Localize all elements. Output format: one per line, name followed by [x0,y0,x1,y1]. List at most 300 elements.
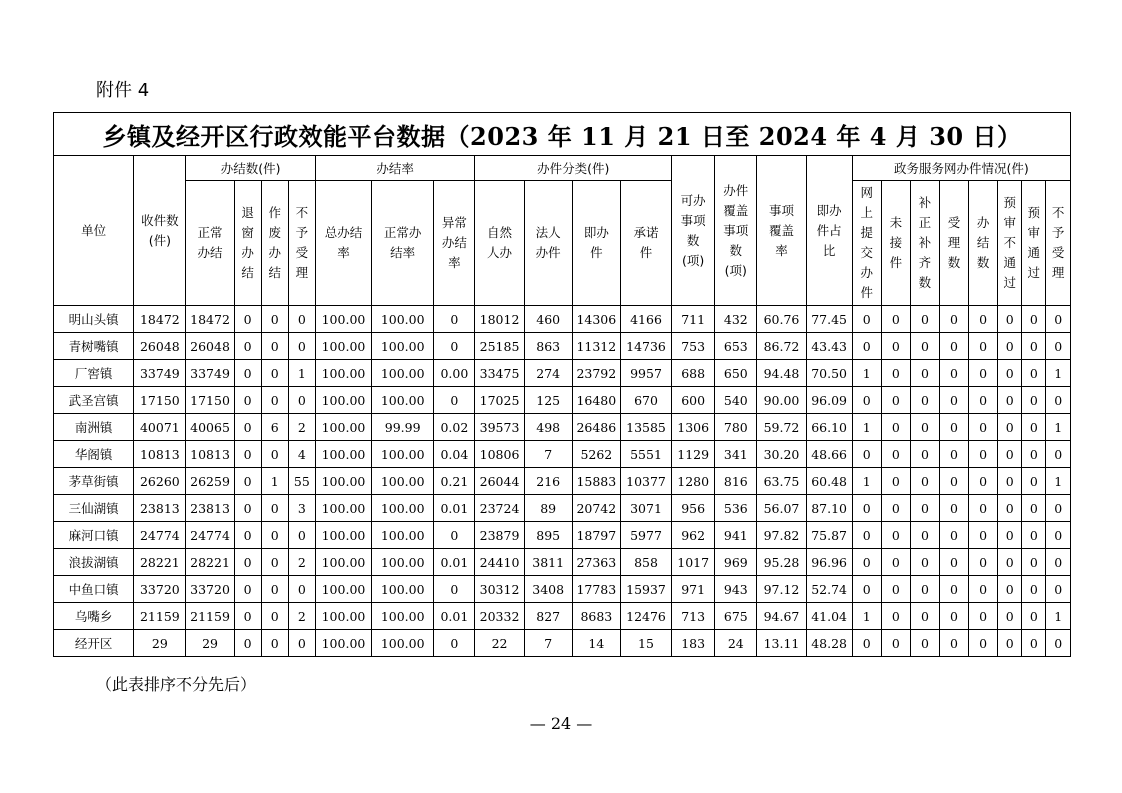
table-cell: 17783 [572,576,620,603]
table-cell: 0 [1046,387,1071,414]
table-cell: 0 [910,414,939,441]
row-unit-name: 三仙湖镇 [54,495,134,522]
table-row [54,387,1071,414]
table-cell: 5262 [572,441,620,468]
table-cell: 7 [524,441,572,468]
table-cell: 0 [881,522,910,549]
table-cell: 0 [261,333,288,360]
header-received: 收件数(件) [134,156,186,306]
table-cell: 0 [969,603,998,630]
table-cell: 25185 [475,333,524,360]
table-cell: 0 [969,468,998,495]
table-cell: 0 [288,522,315,549]
table-cell: 0 [881,414,910,441]
table-cell: 24774 [134,522,186,549]
table-cell: 29 [134,630,186,657]
table-cell: 670 [620,387,671,414]
table-row [54,522,1071,549]
table-cell: 0 [1022,414,1046,441]
table-cell: 0 [261,495,288,522]
table-cell: 8683 [572,603,620,630]
table-cell: 100.00 [372,333,434,360]
header-unit: 单位 [54,156,134,306]
header-rejected: 不予受理 [288,181,315,306]
row-unit-name: 明山头镇 [54,306,134,333]
table-cell: 0 [881,360,910,387]
table-cell: 432 [715,306,757,333]
table-cell: 0 [939,576,968,603]
table-row [54,603,1071,630]
table-cell: 1280 [672,468,715,495]
table-cell: 24410 [475,549,524,576]
table-cell: 0 [910,360,939,387]
table-cell: 95.28 [757,549,806,576]
table-cell: 10813 [134,441,186,468]
table-cell: 1 [852,468,881,495]
table-cell: 0 [1046,576,1071,603]
table-cell: 26259 [186,468,234,495]
table-cell: 9957 [620,360,671,387]
header-voided-completed: 作废办结 [261,181,288,306]
table-cell: 14 [572,630,620,657]
table-cell: 0.02 [434,414,475,441]
header-supplemented: 补正补齐数 [910,181,939,306]
table-cell: 60.76 [757,306,806,333]
table-cell: 0 [261,549,288,576]
table-cell: 0 [1046,522,1071,549]
table-cell: 0 [261,387,288,414]
table-cell: 0 [881,468,910,495]
table-cell: 969 [715,549,757,576]
table-cell: 0 [1022,468,1046,495]
table-cell: 0 [1046,549,1071,576]
table-cell: 13585 [620,414,671,441]
row-unit-name: 厂窖镇 [54,360,134,387]
table-cell: 12476 [620,603,671,630]
table-cell: 99.99 [372,414,434,441]
table-cell: 5551 [620,441,671,468]
table-cell: 971 [672,576,715,603]
table-cell: 100.00 [315,522,371,549]
table-cell: 0 [1046,441,1071,468]
table-cell: 0 [881,495,910,522]
table-cell: 0 [998,333,1022,360]
table-cell: 1 [852,414,881,441]
table-cell: 52.74 [806,576,852,603]
table-cell: 15 [620,630,671,657]
table-cell: 20742 [572,495,620,522]
table-cell: 0.01 [434,603,475,630]
data-table [53,112,1071,657]
table-cell: 0 [881,306,910,333]
table-cell: 48.28 [806,630,852,657]
header-returned-completed: 退窗办结 [234,181,261,306]
table-cell: 816 [715,468,757,495]
table-cell: 1 [852,603,881,630]
table-cell: 0 [1046,333,1071,360]
table-cell: 0 [939,414,968,441]
table-cell: 0.21 [434,468,475,495]
table-cell: 75.87 [806,522,852,549]
table-cell: 55 [288,468,315,495]
table-cell: 0 [910,630,939,657]
table-cell: 63.75 [757,468,806,495]
table-cell: 711 [672,306,715,333]
table-cell: 29 [186,630,234,657]
table-cell: 66.10 [806,414,852,441]
table-cell: 0 [939,522,968,549]
table-cell: 1 [852,360,881,387]
table-cell: 1306 [672,414,715,441]
table-cell: 0 [910,387,939,414]
table-cell: 0 [234,441,261,468]
table-cell: 94.67 [757,603,806,630]
table-cell: 24774 [186,522,234,549]
table-cell: 125 [524,387,572,414]
table-cell: 653 [715,333,757,360]
header-instant-ratio: 即办件占比 [806,156,852,306]
table-cell: 0 [234,549,261,576]
table-row [54,630,1071,657]
table-cell: 77.45 [806,306,852,333]
table-cell: 0 [261,603,288,630]
table-cell: 100.00 [372,576,434,603]
table-cell: 0 [288,387,315,414]
table-cell: 0.00 [434,360,475,387]
table-cell: 15883 [572,468,620,495]
table-cell: 33749 [186,360,234,387]
table-cell: 33475 [475,360,524,387]
table-cell: 17025 [475,387,524,414]
table-cell: 0 [939,360,968,387]
table-cell: 26048 [134,333,186,360]
table-cell: 0 [969,333,998,360]
table-cell: 650 [715,360,757,387]
table-cell: 0 [288,306,315,333]
table-row [54,333,1071,360]
page-number: — 24 — [529,714,593,733]
table-header [54,113,1071,306]
table-cell: 753 [672,333,715,360]
attachment-label: 附件 4 [96,80,150,101]
table-cell: 23792 [572,360,620,387]
table-cell: 0 [434,630,475,657]
table-row [54,576,1071,603]
table-cell: 0 [1022,360,1046,387]
table-cell: 26048 [186,333,234,360]
table-cell: 100.00 [315,495,371,522]
table-cell: 0 [852,441,881,468]
header-online-submitted: 网上提交办件 [852,181,881,306]
table-cell: 0 [881,576,910,603]
table-cell: 1 [288,360,315,387]
table-cell: 13.11 [757,630,806,657]
table-cell: 33720 [186,576,234,603]
table-cell: 30312 [475,576,524,603]
header-abnormal-rate: 异常办结率 [434,181,475,306]
header-completed-count: 办结数 [969,181,998,306]
table-cell: 0 [939,630,968,657]
footnote: （此表排序不分先后） [96,675,257,694]
table-cell: 28221 [134,549,186,576]
table-cell: 0 [261,360,288,387]
table-cell: 33720 [134,576,186,603]
table-cell: 536 [715,495,757,522]
table-cell: 183 [672,630,715,657]
table-cell: 41.04 [806,603,852,630]
table-cell: 0 [288,576,315,603]
table-cell: 33749 [134,360,186,387]
table-cell: 0 [261,306,288,333]
header-coverage-rate: 事项覆盖率 [757,156,806,306]
table-cell: 0 [852,333,881,360]
table-cell: 0 [969,495,998,522]
table-row [54,360,1071,387]
table-cell: 4166 [620,306,671,333]
table-cell: 26044 [475,468,524,495]
table-cell: 28221 [186,549,234,576]
table-cell: 962 [672,522,715,549]
table-cell: 14306 [572,306,620,333]
table-cell: 713 [672,603,715,630]
header-pre-review-failed: 预审不通过 [998,181,1022,306]
table-cell: 0 [234,630,261,657]
table-cell: 0 [434,576,475,603]
table-cell: 0 [881,333,910,360]
table-cell: 0 [998,306,1022,333]
table-cell: 1 [1046,414,1071,441]
table-cell: 0 [261,522,288,549]
table-cell: 100.00 [372,522,434,549]
table-cell: 100.00 [315,387,371,414]
table-cell: 27363 [572,549,620,576]
table-cell: 0 [234,414,261,441]
table-cell: 14736 [620,333,671,360]
row-unit-name: 经开区 [54,630,134,657]
table-cell: 0 [1046,495,1071,522]
table-cell: 22 [475,630,524,657]
table-cell: 40071 [134,414,186,441]
table-cell: 48.66 [806,441,852,468]
table-cell: 1 [261,468,288,495]
table-cell: 0 [1046,306,1071,333]
table-cell: 0 [939,603,968,630]
table-cell: 0 [998,603,1022,630]
table-cell: 0.04 [434,441,475,468]
table-cell: 43.43 [806,333,852,360]
table-cell: 827 [524,603,572,630]
table-cell: 15937 [620,576,671,603]
table-cell: 87.10 [806,495,852,522]
table-cell: 100.00 [372,603,434,630]
table-cell: 1017 [672,549,715,576]
table-cell: 0 [910,306,939,333]
table-cell: 10813 [186,441,234,468]
table-cell: 10806 [475,441,524,468]
table-cell: 895 [524,522,572,549]
table-cell: 94.48 [757,360,806,387]
table-cell: 7 [524,630,572,657]
table-cell: 0 [434,306,475,333]
table-cell: 100.00 [315,414,371,441]
table-cell: 23879 [475,522,524,549]
row-unit-name: 南洲镇 [54,414,134,441]
header-normal-rate: 正常办结率 [372,181,434,306]
table-cell: 0 [881,441,910,468]
header-promised-items: 承诺件 [620,181,671,306]
table-cell: 460 [524,306,572,333]
table-cell: 0 [852,549,881,576]
header-items-available: 可办事项数(项) [672,156,715,306]
table-cell: 0 [234,576,261,603]
row-unit-name: 青树嘴镇 [54,333,134,360]
table-cell: 600 [672,387,715,414]
table-cell: 97.12 [757,576,806,603]
table-cell: 0 [969,387,998,414]
table-cell: 100.00 [315,333,371,360]
table-cell: 0 [881,549,910,576]
table-cell: 0 [852,630,881,657]
table-cell: 100.00 [315,630,371,657]
table-cell: 0 [852,522,881,549]
table-cell: 943 [715,576,757,603]
header-gov-rejected: 不予受理 [1046,181,1071,306]
table-cell: 0 [1022,576,1046,603]
table-cell: 5977 [620,522,671,549]
table-cell: 0 [939,333,968,360]
table-cell: 0 [910,468,939,495]
table-cell: 59.72 [757,414,806,441]
table-cell: 2 [288,603,315,630]
table-row [54,495,1071,522]
table-cell: 498 [524,414,572,441]
table-cell: 60.48 [806,468,852,495]
table-cell: 100.00 [315,468,371,495]
table-cell: 0 [1022,495,1046,522]
table-cell: 0 [234,360,261,387]
table-cell: 0 [969,522,998,549]
table-cell: 0 [881,630,910,657]
table-cell: 40065 [186,414,234,441]
table-cell: 0 [234,333,261,360]
table-cell: 0 [998,441,1022,468]
table-cell: 90.00 [757,387,806,414]
table-cell: 0 [1022,306,1046,333]
table-cell: 0 [261,441,288,468]
table-cell: 0 [852,387,881,414]
table-cell: 1129 [672,441,715,468]
table-cell: 0 [969,306,998,333]
table-cell: 0 [910,495,939,522]
table-cell: 0 [234,495,261,522]
table-cell: 0 [852,495,881,522]
table-cell: 16480 [572,387,620,414]
table-cell: 100.00 [372,495,434,522]
table-cell: 100.00 [315,306,371,333]
table-cell: 0 [1022,630,1046,657]
table-cell: 89 [524,495,572,522]
header-pre-review-passed: 预审通过 [1022,181,1046,306]
table-cell: 97.82 [757,522,806,549]
header-normal-completed: 正常办结 [186,181,234,306]
table-cell: 863 [524,333,572,360]
table-cell: 17150 [134,387,186,414]
table-cell: 0 [234,603,261,630]
table-cell: 1 [1046,360,1071,387]
table-row [54,468,1071,495]
table-row [54,441,1071,468]
header-natural-person: 自然人办 [475,181,524,306]
table-cell: 23724 [475,495,524,522]
table-cell: 0 [998,414,1022,441]
header-group-completed: 办结数(件) [186,156,315,181]
table-cell: 96.09 [806,387,852,414]
table-cell: 0 [969,360,998,387]
table-cell: 956 [672,495,715,522]
table-cell: 100.00 [315,441,371,468]
table-cell: 21159 [186,603,234,630]
table-cell: 17150 [186,387,234,414]
table-cell: 0 [852,576,881,603]
header-total-rate: 总办结率 [315,181,371,306]
table-cell: 96.96 [806,549,852,576]
table-cell: 0 [998,549,1022,576]
table-cell: 0 [910,441,939,468]
table-cell: 0 [1022,549,1046,576]
table-cell: 0 [1046,630,1071,657]
table-cell: 274 [524,360,572,387]
header-accepted: 受理数 [939,181,968,306]
table-cell: 941 [715,522,757,549]
table-cell: 100.00 [315,549,371,576]
header-items-covered: 办件覆盖事项数(项) [715,156,757,306]
table-cell: 3071 [620,495,671,522]
table-cell: 3811 [524,549,572,576]
table-cell: 3 [288,495,315,522]
table-cell: 6 [261,414,288,441]
table-cell: 0 [969,549,998,576]
table-cell: 2 [288,414,315,441]
row-unit-name: 茅草街镇 [54,468,134,495]
table-cell: 0 [261,630,288,657]
table-cell: 0 [998,495,1022,522]
table-cell: 0 [998,468,1022,495]
table-cell: 100.00 [372,630,434,657]
table-cell: 0 [910,576,939,603]
table-cell: 0 [288,333,315,360]
table-cell: 26260 [134,468,186,495]
header-legal-person: 法人办件 [524,181,572,306]
table-cell: 100.00 [372,360,434,387]
table-cell: 100.00 [372,549,434,576]
table-cell: 70.50 [806,360,852,387]
table-cell: 0 [910,603,939,630]
table-cell: 4 [288,441,315,468]
table-cell: 0 [998,387,1022,414]
header-instant-items: 即办件 [572,181,620,306]
table-cell: 2 [288,549,315,576]
table-cell: 10377 [620,468,671,495]
table-cell: 24 [715,630,757,657]
table-cell: 0 [261,576,288,603]
table-cell: 0 [434,387,475,414]
table-cell: 1 [1046,468,1071,495]
table-cell: 100.00 [372,468,434,495]
row-unit-name: 浪拔湖镇 [54,549,134,576]
table-cell: 216 [524,468,572,495]
table-cell: 3408 [524,576,572,603]
table-cell: 0 [234,387,261,414]
